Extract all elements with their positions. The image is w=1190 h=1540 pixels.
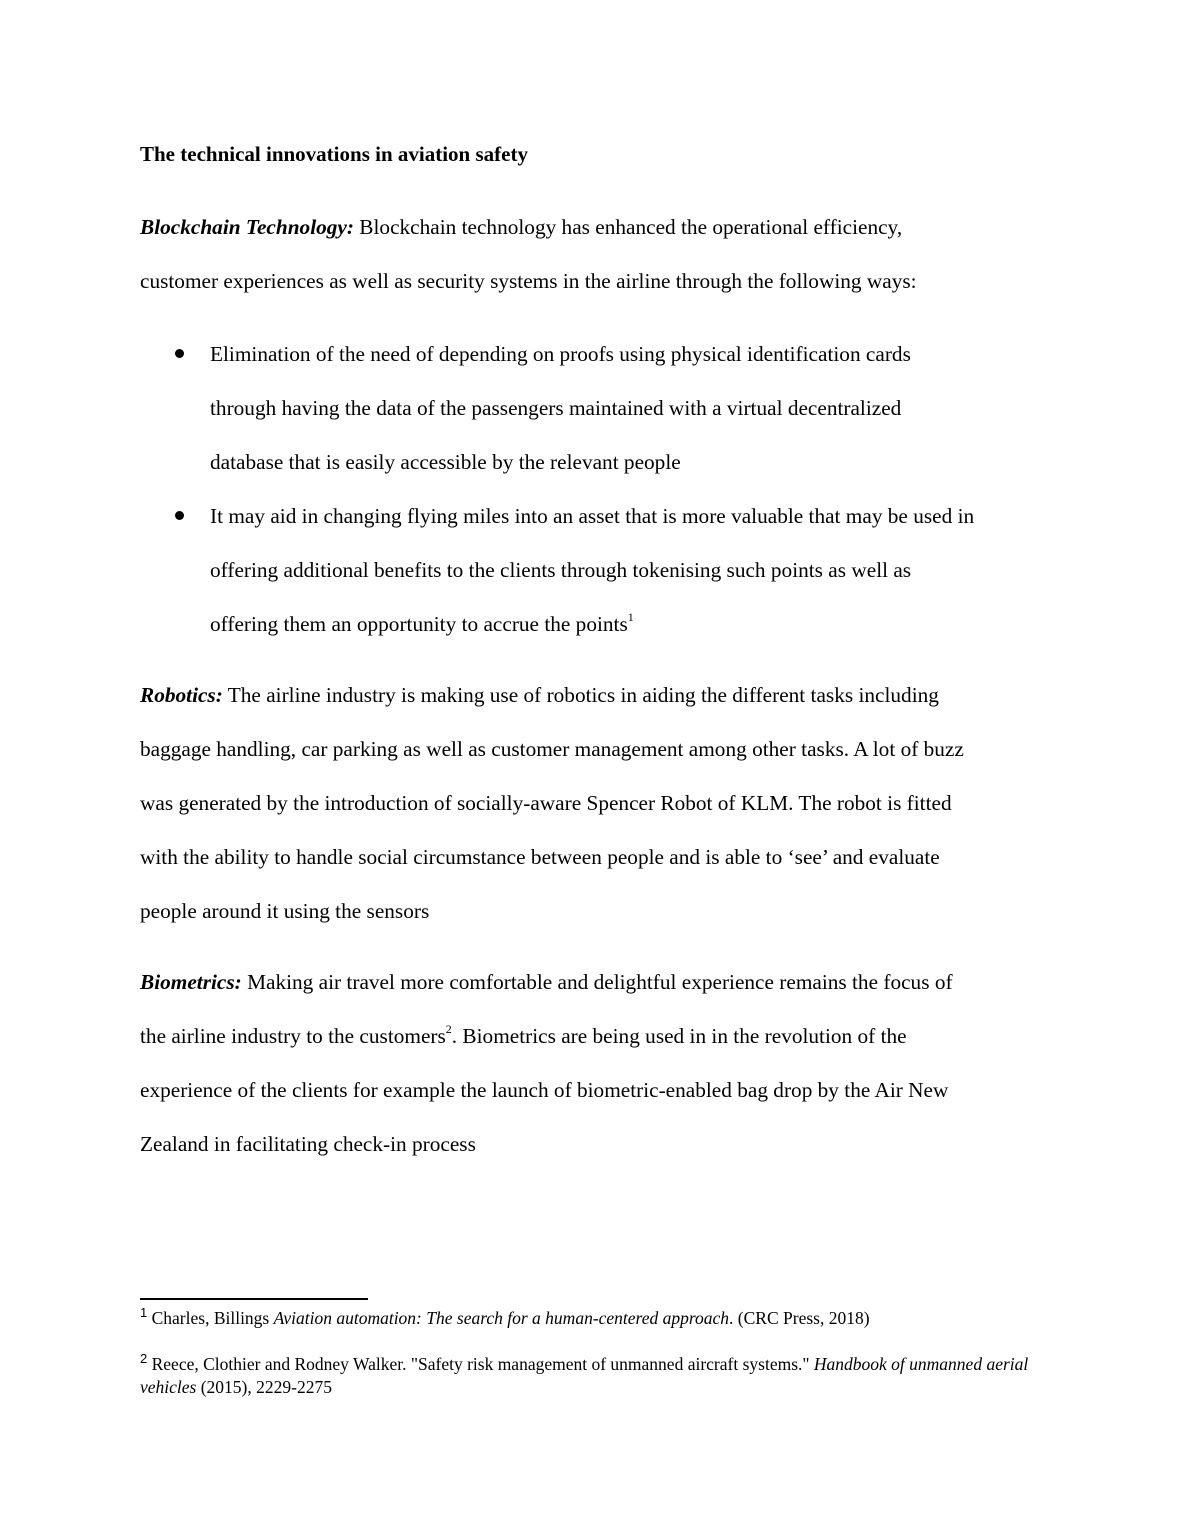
biometrics-line-1 bbox=[140, 955, 1055, 1009]
footnote-2 bbox=[140, 1353, 1055, 1399]
footnote-ref-1[interactable]: 1 bbox=[627, 609, 634, 624]
bullet-2-line-1: It may aid in changing flying miles into an asset that is more valuable that may be used in bbox=[210, 504, 975, 528]
footnote-2-title: Handbook of unmanned aerial vehicles bbox=[140, 1354, 1029, 1397]
footnote-1-title: Aviation automation: The search for a human-centered approach bbox=[273, 1308, 730, 1328]
footnote-ref-2[interactable]: 2 bbox=[445, 1021, 452, 1036]
biometrics-line-4: Zealand in facilitating check-in process bbox=[140, 1132, 476, 1156]
robotics-line-3: was generated by the introduction of socially-aware Spencer Robot of KLM. The robot is fitted bbox=[140, 791, 952, 815]
biometrics-label: Biometrics: bbox=[140, 970, 242, 994]
bullet-2-text-3: offering them an opportunity to accrue the points bbox=[210, 612, 628, 636]
footnote-1-text-b: . (CRC Press, 2018) bbox=[729, 1308, 870, 1328]
biometrics-paragraph bbox=[140, 955, 1055, 1171]
bullet-1-line-1: Elimination of the need of depending on proofs using physical identification cards bbox=[210, 342, 911, 366]
footnote-2-text-a: Reece, Clothier and Rodney Walker. "Safety risk management of unmanned aircraft systems." bbox=[147, 1354, 814, 1374]
biometrics-text-2a: the airline industry to the customers bbox=[140, 1024, 446, 1048]
blockchain-paragraph bbox=[140, 200, 1055, 308]
robotics-line-5: people around it using the sensors bbox=[140, 899, 430, 923]
bullet-2-line-3 bbox=[210, 597, 1055, 651]
biometrics-line-2 bbox=[140, 1009, 1055, 1063]
biometrics-line-3: experience of the clients for example the launch of biometric-enabled bag drop by the Air New bbox=[140, 1078, 949, 1102]
blockchain-line-1 bbox=[140, 200, 1055, 254]
blockchain-label: Blockchain Technology: bbox=[140, 215, 354, 239]
bullet-icon bbox=[175, 349, 184, 358]
bullet-1-line-3: database that is easily accessible by the relevant people bbox=[210, 450, 681, 474]
robotics-line-4: with the ability to handle social circumstance between people and is able to ‘see’ and evaluate bbox=[140, 845, 940, 869]
robotics-line-2: baggage handling, car parking as well as customer management among other tasks. A lot of buzz bbox=[140, 737, 964, 761]
robotics-line-1 bbox=[140, 668, 1055, 722]
footnote-1-number: 1 bbox=[140, 1305, 148, 1321]
biometrics-text-2b: . Biometrics are being used in in the revolution of the bbox=[451, 1024, 907, 1048]
footnote-2-text-b: (2015), 2229-2275 bbox=[196, 1377, 332, 1397]
footnote-separator bbox=[140, 1298, 368, 1300]
robotics-label: Robotics: bbox=[140, 683, 223, 707]
biometrics-text-1: Making air travel more comfortable and delightful experience remains the focus of bbox=[241, 970, 953, 994]
page-title: The technical innovations in aviation safety bbox=[140, 142, 528, 166]
footnote-2-number: 2 bbox=[140, 1351, 148, 1367]
robotics-text-1: The airline industry is making use of robotics in aiding the different tasks including bbox=[222, 683, 939, 707]
blockchain-text-1: Blockchain technology has enhanced the operational efficiency, bbox=[353, 215, 903, 239]
blockchain-bullet-list bbox=[140, 327, 1055, 651]
robotics-paragraph bbox=[140, 668, 1055, 938]
bullet-2-line-2: offering additional benefits to the clients through tokenising such points as well as bbox=[210, 558, 912, 582]
bullet-1-line-2: through having the data of the passengers maintained with a virtual decentralized bbox=[210, 396, 902, 420]
blockchain-line-2: customer experiences as well as security systems in the airline through the following ways: bbox=[140, 269, 917, 293]
bullet-icon bbox=[175, 511, 184, 520]
list-item bbox=[140, 327, 1055, 489]
footnote-1 bbox=[140, 1307, 1055, 1330]
list-item bbox=[140, 489, 1055, 651]
footnote-1-text-a: Charles, Billings bbox=[147, 1308, 274, 1328]
